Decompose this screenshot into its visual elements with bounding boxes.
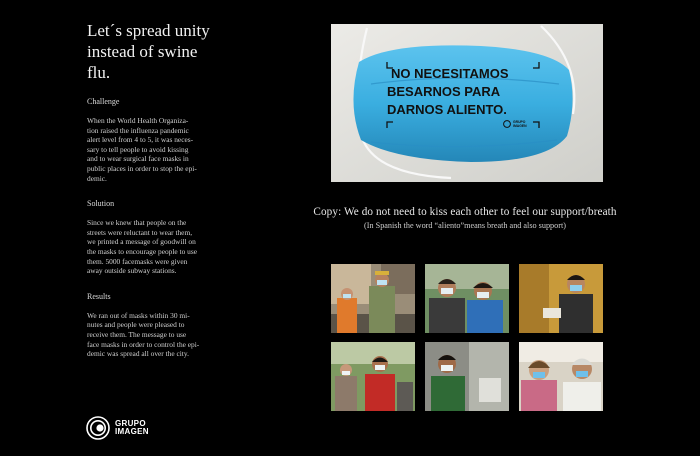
photo-man-giving-mask — [519, 264, 603, 333]
photo-man-green-shirt — [425, 342, 509, 411]
case-study-text — [87, 20, 219, 375]
logo-line-2: IMAGEN — [115, 427, 149, 436]
photo-two-women — [425, 264, 509, 333]
mask-line-2: BESARNOS PARA — [387, 84, 501, 99]
logo-line-1: GRUPO — [115, 418, 146, 428]
copy-sub: (In Spanish the word “aliento”means breath and also support) — [364, 221, 566, 230]
grupo-imagen-logo-icon — [86, 416, 110, 440]
results-body: We ran out of masks within 30 mi- nutes and people were pleased to receive them. The message to use face masks in order to control the epi- demic was spread all over the city. — [87, 310, 200, 359]
ad-copy — [260, 206, 670, 230]
headline: Let´s spread unity instead of swine flu. — [87, 21, 210, 82]
challenge-title: Challenge — [87, 97, 120, 106]
mask-brand-line-2: IMAGEN — [513, 124, 527, 128]
photo-group-street — [331, 342, 415, 411]
mask-brand-line-1: GRUPO — [513, 120, 526, 124]
photo-street-couple — [331, 264, 415, 333]
results-title: Results — [87, 291, 111, 301]
challenge-body: When the World Health Organiza- tion raised the influenza pandemic alert level from 4 to 5, it was neces- sary to tell people to avoid kissing and to wear surgical face masks in public places in order to stop the epi- demic. — [87, 116, 197, 183]
copy-main: Copy: We do not need to kiss each other to feel our support/breath — [313, 206, 617, 218]
mask-line-1: NO NECESITAMOS — [391, 66, 509, 81]
grupo-imagen-logo — [86, 416, 149, 440]
hero-mask-photo — [331, 24, 603, 182]
photo-two-women-smiling — [519, 342, 603, 411]
solution-title: Solution — [87, 199, 115, 209]
mask-line-3: DARNOS ALIENTO. — [387, 102, 507, 117]
solution-body: Since we knew that people on the streets were reluctant to wear them, we printed a message of goodwill on the masks to encourage people to use them. 5000 facemasks were given away outside subway stations. — [87, 218, 198, 276]
logo-text — [115, 420, 149, 437]
